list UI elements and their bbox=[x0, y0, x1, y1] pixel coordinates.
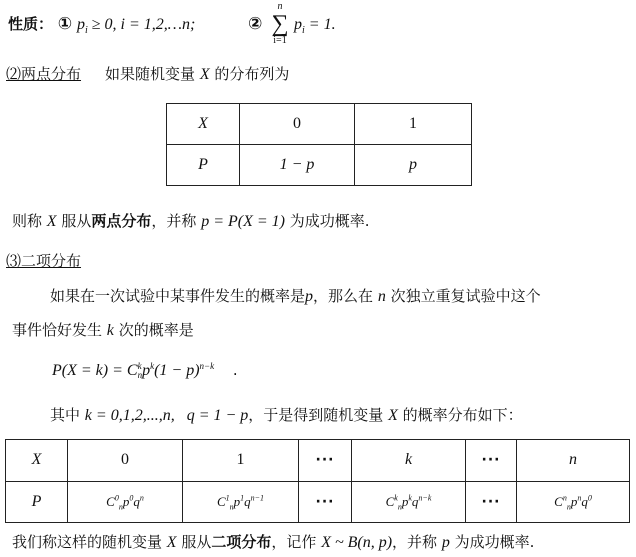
formula-end: . bbox=[232, 361, 238, 379]
final-text: 我们称这样的随机变量 bbox=[12, 533, 163, 551]
where-text: 其中 bbox=[50, 406, 81, 424]
two-point-intro-end: 的分布列为 bbox=[214, 65, 290, 83]
cell-c-sup: n bbox=[562, 493, 567, 503]
cell-p-exp: n bbox=[577, 493, 582, 503]
para-text: 事件恰好发生 bbox=[12, 321, 103, 339]
sum-top: n bbox=[277, 1, 283, 12]
cell-c-sup: k bbox=[394, 493, 398, 503]
conclusion-text: ，并称 bbox=[151, 212, 197, 230]
two-point-heading-line bbox=[6, 64, 289, 85]
sum-operator bbox=[268, 2, 292, 46]
item2-p: p bbox=[294, 16, 302, 33]
formula-part: p bbox=[142, 362, 151, 379]
item2-formula bbox=[294, 14, 336, 35]
cell-q-exp: 0 bbox=[587, 493, 592, 503]
two-point-table bbox=[166, 103, 472, 186]
binomial-paragraph-2 bbox=[12, 320, 194, 341]
table-cell: p bbox=[355, 145, 472, 186]
table-cell: $C^1_np^1q^{n-1}$ bbox=[183, 481, 299, 523]
table-cell: $C^k_np^kq^{n-k}$ bbox=[352, 481, 466, 523]
final-bold: 二项分布 bbox=[211, 533, 272, 551]
para-text: ，那么在 bbox=[313, 287, 374, 305]
table-cell: ··· bbox=[466, 481, 517, 523]
item1-rest: ≥ 0, i = 1,2,…n; bbox=[87, 16, 196, 33]
table-cell: 0 bbox=[240, 104, 355, 145]
cell-p-exp: k bbox=[408, 493, 412, 503]
properties-line bbox=[8, 14, 195, 35]
item1-p: p bbox=[76, 16, 85, 33]
final-text: 服从 bbox=[181, 533, 212, 551]
binomial-where-line bbox=[50, 405, 523, 426]
conclusion-bold: 两点分布 bbox=[91, 212, 152, 230]
table-cell: 0 bbox=[68, 440, 183, 482]
cell-p-exp: 1 bbox=[240, 493, 245, 503]
cell-c-sup: 0 bbox=[114, 493, 119, 503]
sum-symbol: ∑ bbox=[271, 11, 289, 37]
formula-c-sup: k bbox=[137, 360, 142, 371]
where-formula: k = 0,1,2,...,n, q = 1 − p bbox=[84, 407, 249, 424]
table-cell: 1 bbox=[183, 440, 299, 482]
item2-marker: ② bbox=[248, 14, 263, 34]
formula-part: P(X = k) = C bbox=[52, 362, 138, 379]
conclusion-formula: p = P(X = 1) bbox=[201, 213, 285, 230]
final-formula: X ~ B(n, p) bbox=[321, 534, 393, 551]
table-row bbox=[167, 145, 472, 186]
para-text: 如果在一次试验中某事件发生的概率是 bbox=[50, 287, 306, 305]
two-point-var: X bbox=[199, 66, 210, 83]
table-cell: ··· bbox=[299, 481, 352, 523]
cell-c-sub: n bbox=[566, 502, 571, 512]
cell-c-sub: n bbox=[397, 502, 402, 512]
final-text: 为成功概率. bbox=[454, 533, 535, 551]
conclusion-text: 服从 bbox=[61, 212, 92, 230]
table-cell: P bbox=[6, 481, 68, 523]
conclusion-var: X bbox=[46, 213, 57, 230]
table-row bbox=[6, 481, 630, 523]
where-var: X bbox=[388, 407, 398, 424]
sum-bottom: i=1 bbox=[273, 35, 287, 46]
item2-rest: = 1. bbox=[304, 16, 336, 33]
table-cell: $C^0_np^0q^n$ bbox=[68, 481, 183, 523]
para-text: 次独立重复试验中这个 bbox=[390, 287, 541, 305]
table-cell: n bbox=[517, 440, 630, 482]
table-cell: 1 bbox=[355, 104, 472, 145]
properties-label: 性质： bbox=[8, 15, 54, 33]
conclusion-text: 则称 bbox=[12, 212, 43, 230]
binomial-final-line bbox=[12, 532, 534, 553]
final-var: X bbox=[166, 534, 177, 551]
binomial-formula bbox=[52, 360, 238, 381]
cell-c-sup: 1 bbox=[225, 493, 230, 503]
binomial-paragraph-1 bbox=[50, 286, 541, 307]
conclusion-text: 为成功概率. bbox=[289, 212, 370, 230]
cell-q-exp: n−1 bbox=[250, 493, 265, 503]
formula-exp: n−k bbox=[199, 361, 215, 371]
final-text: ，记作 bbox=[271, 533, 317, 551]
final-text: ，并称 bbox=[392, 533, 438, 551]
item1-sub: i bbox=[84, 25, 88, 36]
cell-c-sub: n bbox=[229, 502, 234, 512]
final-p: p bbox=[441, 534, 450, 551]
table-cell: P bbox=[167, 145, 240, 186]
cell-c-sub: n bbox=[118, 502, 123, 512]
two-point-conclusion bbox=[12, 211, 370, 232]
item1-marker: ① bbox=[57, 14, 73, 34]
where-text: 的概率分布如下： bbox=[402, 406, 523, 424]
binomial-table bbox=[5, 439, 630, 523]
table-cell: X bbox=[167, 104, 240, 145]
para-n: n bbox=[377, 288, 386, 305]
cell-q-exp: n bbox=[139, 493, 144, 503]
two-point-intro: 如果随机变量 bbox=[105, 65, 196, 83]
table-cell: k bbox=[352, 440, 466, 482]
item2-line bbox=[248, 14, 262, 34]
table-row bbox=[6, 440, 630, 482]
para-p: p bbox=[305, 288, 314, 305]
where-text: ，于是得到随机变量 bbox=[248, 406, 384, 424]
binomial-heading-line bbox=[6, 251, 81, 271]
para-k: k bbox=[106, 322, 114, 339]
table-cell: X bbox=[6, 440, 68, 482]
formula-p-sup: k bbox=[150, 361, 155, 371]
table-cell: ··· bbox=[299, 440, 352, 482]
table-cell: $C^n_np^nq^0$ bbox=[517, 481, 630, 523]
para-text: 次的概率是 bbox=[118, 321, 194, 339]
two-point-heading: ⑵两点分布 bbox=[6, 65, 82, 83]
cell-p-exp: 0 bbox=[129, 493, 134, 503]
formula-part: (1 − p) bbox=[154, 362, 200, 379]
table-cell: 1 − p bbox=[240, 145, 355, 186]
item2-sub: i bbox=[302, 25, 305, 36]
cell-q-exp: n−k bbox=[418, 493, 432, 503]
formula-c-sub: n bbox=[137, 369, 143, 380]
table-cell: ··· bbox=[466, 440, 517, 482]
table-row bbox=[167, 104, 472, 145]
binomial-heading: ⑶二项分布 bbox=[6, 252, 82, 270]
